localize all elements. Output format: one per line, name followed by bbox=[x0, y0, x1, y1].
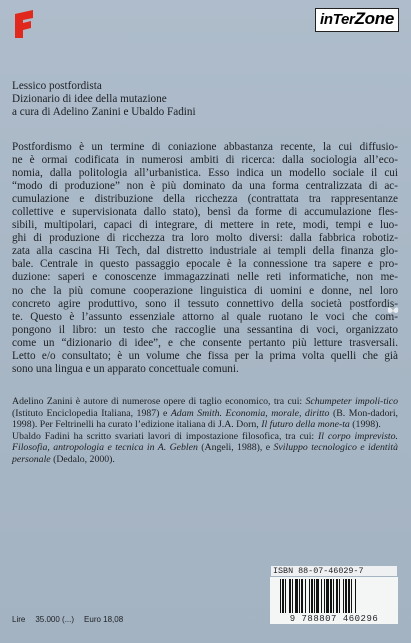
blurb-line: zata alla cascina Hi Tech, dal distretto industriale ai templi della finanza glo- bbox=[12, 245, 398, 258]
barcode-bar bbox=[326, 579, 329, 613]
bio-text: Ubaldo Fadini ha scritto svariati lavori di impostazione filosofica, tra cui: bbox=[12, 430, 318, 442]
barcode-bar bbox=[314, 579, 315, 613]
book-header bbox=[12, 80, 402, 119]
bio-fadini bbox=[12, 431, 398, 466]
price-lire-value: 35.000 (...) bbox=[35, 615, 75, 624]
barcode-bar bbox=[301, 579, 303, 613]
isbn-label: ISBN 88-07-46029-7 bbox=[271, 566, 397, 576]
blurb-line: pongono il libro: un testo che raccoglie una sessantina di voci, organizzato bbox=[12, 323, 398, 336]
author-bios bbox=[12, 396, 398, 465]
bio-text: (B. Mon-dadori, 1998). Per Feltrinelli ha curato l’edizione italiana di J.A. Dorn, bbox=[12, 407, 398, 430]
barcode-bar bbox=[295, 579, 298, 613]
barcode-bar bbox=[316, 579, 319, 613]
barcode-bar bbox=[305, 579, 306, 613]
blurb-line: te. Questo è l’assunto essenziale attorno al quale ruotano le voci che com- bbox=[12, 310, 398, 323]
barcode bbox=[270, 577, 398, 624]
bio-book-title: Il corpo imprevisto. Filosofia, antropologia e tecnica in A. Geblen bbox=[12, 430, 398, 453]
barcode-bar bbox=[280, 579, 281, 613]
book-blurb bbox=[12, 141, 398, 376]
price-lire-label: Lire bbox=[12, 615, 26, 624]
bio-book-title: Il futuro della mone-ta bbox=[261, 419, 350, 430]
brand-name-prefix: inTer bbox=[319, 11, 355, 28]
barcode-bar bbox=[321, 579, 322, 613]
blurb-line: duzione: saperi e conoscenze immagazzinati nelle reti informatiche, non me- bbox=[12, 271, 398, 284]
feltrinelli-logo-icon bbox=[13, 10, 37, 38]
barcode-bar bbox=[351, 579, 352, 613]
interzone-series-logo bbox=[315, 8, 399, 32]
barcode-bar bbox=[309, 579, 310, 613]
bio-text: (1998). bbox=[349, 419, 381, 430]
blurb-line: Letto e/o consultato; è un volume che fissa per la prima volta quelli che già bbox=[12, 349, 398, 362]
brand-name-suffix: Zone bbox=[354, 9, 394, 28]
blurb-line: ne è ormai codificata in numerosi ambiti di ricerca: dalla sociologia all’eco- bbox=[12, 154, 398, 167]
blurb-line: come un “dizionario di idee”, e che consente pertanto più letture trasversali. bbox=[12, 336, 398, 349]
barcode-bar bbox=[282, 579, 284, 613]
bio-zanini bbox=[12, 396, 398, 431]
barcode-bar bbox=[336, 579, 338, 613]
bio-book-title: tico bbox=[383, 396, 399, 407]
barcode-bar bbox=[343, 579, 344, 613]
blurb-line: sibili, multipolari, capaci di integrare, di mettere in rete, modi, tempi e luo- bbox=[12, 219, 398, 232]
barcode-bar bbox=[345, 579, 347, 613]
bio-book-title: Sviluppo tecnologico e identità personale bbox=[12, 442, 398, 465]
blurb-line: sono una lingua e un apparato concettuale comuni. bbox=[12, 362, 239, 375]
barcode-bar bbox=[324, 579, 325, 613]
blurb-line: no che la più comune cooperazione linguistica di uomini e donne, nel loro bbox=[12, 284, 398, 297]
book-title: Lessico postfordista bbox=[12, 80, 102, 92]
barcode-bars bbox=[278, 579, 390, 613]
bio-text: (Dedalo, 2000). bbox=[50, 453, 115, 465]
barcode-bar bbox=[355, 579, 356, 613]
barcode-bar bbox=[333, 579, 334, 613]
blurb-line: ghi di produzione di ricchezza tra loro molto diversi: dalla fabbrica robotiz- bbox=[12, 232, 398, 245]
barcode-bar bbox=[311, 579, 313, 613]
blurb-line: nomia, dalla politologia all’urbanistica. Esso indica un modello sociale il cui bbox=[12, 167, 398, 180]
price-euro: Euro 18,08 bbox=[84, 615, 124, 624]
barcode-bar bbox=[285, 579, 286, 613]
barcode-bar bbox=[330, 579, 332, 613]
barcode-bar bbox=[289, 579, 291, 613]
blurb-line: bale. Centrale in questo passaggio epocale è la connessione tra sapere e pro- bbox=[12, 258, 398, 271]
price-line bbox=[12, 615, 133, 625]
blurb-line: Postfordismo è un termine di coniazione abbastanza recente, la cui diffusio- bbox=[12, 141, 398, 153]
book-editors: a cura di Adelino Zanini e Ubaldo Fadini bbox=[12, 106, 196, 118]
bio-text: Adelino Zanini è autore di numerose opere di taglio economico, tra cui: bbox=[12, 396, 306, 407]
blurb-line: “modo di produzione” non è più dominato da una forma centralizzata di ac- bbox=[12, 180, 398, 193]
blurb-line: concreto agire produttivo, sono il tessuto connettivo della società postfordis- bbox=[12, 297, 398, 310]
barcode-digits: 9 788807 460296 bbox=[289, 614, 379, 624]
bio-text: (Istituto Enciclopedia Italiana, 1987) e bbox=[12, 407, 171, 419]
bio-book-title: Adam Smith. Economia, morale, diritto bbox=[170, 407, 330, 419]
blurb-line: cumulazione e distribuzione della ricchezza (contrattata tra rappresentanze bbox=[12, 193, 398, 206]
barcode-bar bbox=[348, 579, 350, 613]
barcode-bar bbox=[339, 579, 340, 613]
bio-book-title: Schumpeter impoli- bbox=[305, 396, 384, 407]
bio-text: (Angeli, 1988), e bbox=[197, 442, 274, 453]
book-subtitle: Dizionario di idee della mutazione bbox=[12, 93, 167, 105]
butterfly-icon bbox=[387, 306, 399, 316]
blurb-line: collettive e supervisionata dallo stato), bensì da forme di accumulazione fles- bbox=[12, 206, 398, 219]
barcode-bar bbox=[292, 579, 293, 613]
barcode-bar bbox=[299, 579, 300, 613]
